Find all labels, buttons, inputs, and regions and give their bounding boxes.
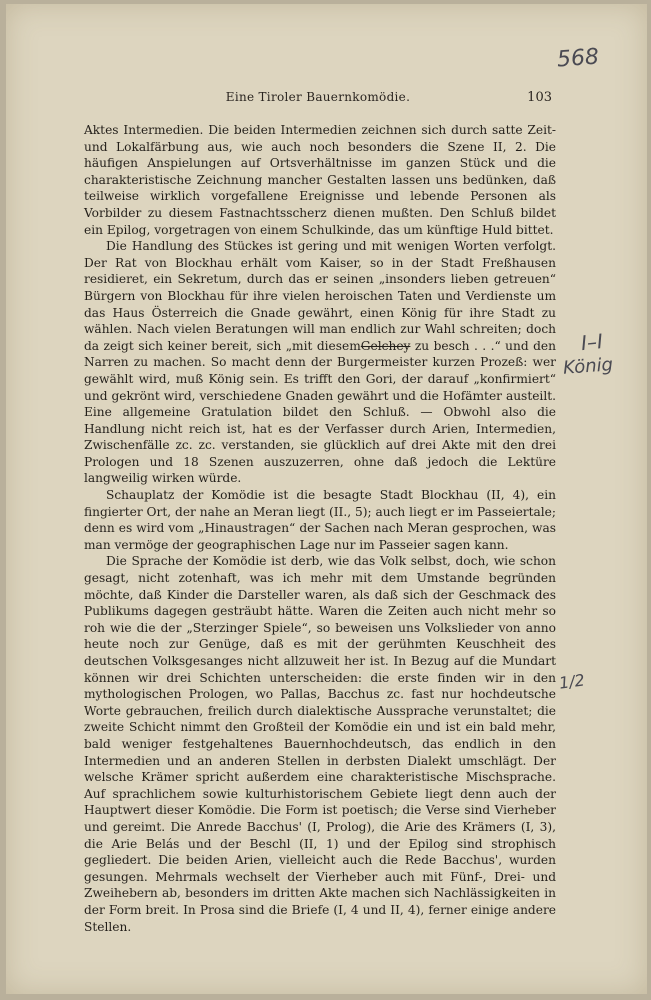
margin-mark-2: König xyxy=(562,354,614,379)
running-title: Eine Tiroler Bauernkomödie. xyxy=(225,90,411,104)
paragraph-4: Die Sprache der Komödie ist derb, wie das Volk selbst, doch, wie schon gesagt, nicht zotenhaft, was ich mehr mit dem Umstande begründen möchte, daß Kinder die Darsteller waren, als daß sich der Geschmack des Publikums dagegen gesträubt hätte. Waren die Zeiten auch nicht mehr so roh wie die der „Sterzinger Spiele“, so beweisen uns Volkslieder von anno heute noch zur Genüge, daß es mit der gerühmten Keuschheit des deutschen Volksgesanges nicht allzuweit her ist. In Bezug auf die Mundart können wir drei Schichten unterscheiden: die erste finden wir in den mythologischen Prologen, wo Pallas, Bacchus zc. fast nur hochdeutsche Worte gebrauchen, freilich durch dialektische Aussprache verunstaltet; die zweite Schicht nimmt den Großteil der Komödie ein und ist ein bald mehr, bald weniger festgehaltenes Bauernhochdeutsch, das endlich in den Intermedien und an anderen Stellen in derbsten Dialekt umschlägt. Der welsche Krämer spricht außerdem eine charakteristische Mischsprache. Auf sprachlichem sowie kulturhistorischem Gebiete liegt denn auch der Hauptwert dieser Komödie. Die Form ist poetisch; die Verse sind Vierheber und gereimt. Die Anrede Bacchus' (I, Prolog), die Arie des Krämers (I, 3), die Arie Belás und der Beschl (II, 1) und der Epilog sind strophisch gegliedert. Die beiden Arien, vielleicht auch die Rede Bacchus', wurden gesungen. Mehrmals wechselt der Vierheber auch mit Fünf-, Drei- und Zweihebern ab, besonders im dritten Akte machen sich Nachlässigkeiten in der Form breit. In Prosa sind die Briefe (I, 4 und II, 4), ferner einige andere Stellen. xyxy=(84,554,556,934)
paragraph-2 xyxy=(84,238,556,487)
paragraph-2-part-b: zu besch . . .“ und den Narren zu machen. So macht denn der Burgermeister kurzen Prozeß: wer gewählt wird, muß König sein. Es trifft den Gori, der darauf „konfirmiert“ und gekrönt wird, verschiedene Gnaden gewährt und die Hofämter austeilt. Eine allgemeine Gratulation bildet den Schluß. — Obwohl also die Handlung nicht reich ist, hat es der Verfasser durch Arien, Intermedien, Zwischenfälle zc. zc. verstanden, sie glücklich auf drei Akte mit den drei Prologen und 18 Szenen auszuzerren, ohne daß jedoch die Lektüre langweilig wirken würde. xyxy=(84,338,556,486)
body-text xyxy=(84,122,556,935)
page-header xyxy=(84,90,552,104)
archive-number-note: 568 xyxy=(556,44,600,73)
paragraph-2-part-a: Die Handlung des Stückes ist gering und mit wenigen Worten verfolgt. Der Rat von Blockhau erhält vom Kaiser, so in der Stadt Freßhausen residieret, ein Sekretum, durch das er seinen „insonders lieben getreuen“ Bürgern von Blockhau für ihre vielen heroischen Taten und Verdienste um das Haus Österreich die Gnade gewährt, einen König für ihre Stadt zu wählen. Nach vielen Beratungen will man endlich zur Wahl schreiten; doch da zeigt sich keiner bereit, sich „mit diesem xyxy=(84,239,556,353)
book-page xyxy=(6,4,647,994)
struck-word: Gelchey xyxy=(360,338,411,353)
paragraph-3: Schauplatz der Komödie ist die besagte Stadt Blockhau (II, 4), ein fingierter Ort, der nahe an Meran liegt (II., 5); auch liegt er im Passeiertale; denn es wird vom „Hinaustragen“ der Sachen nach Meran gesprochen, was man vermöge der geographischen Lage nur im Passeier sagen kann. xyxy=(84,488,556,552)
page-number: 103 xyxy=(527,90,552,105)
paragraph-1: Aktes Intermedien. Die beiden Intermedien zeichnen sich durch satte Zeit- und Lokalfärbung aus, wie auch noch besonders die Szene II, 2. Die häufigen Anspielungen auf Ortsverhältnisse im ganzen Stück und die charakteristische Zeichnung mancher Gestalten lassen uns bedünken, daß teilweise wirklich vorgefallene Ereignisse und lebende Personen als Vorbilder zu diesem Fastnachtsscherz dienen mußten. Den Schluß bildet ein Epilog, vorgetragen von einem Schulkinde, das um künftige Huld bittet. xyxy=(84,123,556,237)
margin-mark-3: 1/2 xyxy=(558,670,587,693)
margin-mark-1: I–I xyxy=(580,328,605,356)
